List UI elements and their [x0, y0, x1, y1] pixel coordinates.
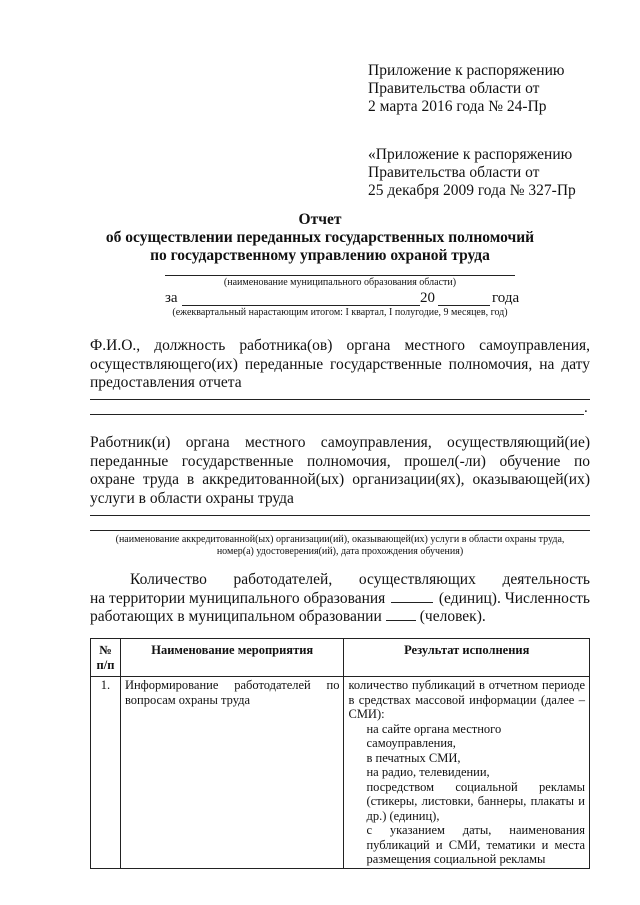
employers-line2: [90, 590, 590, 609]
table-row: [91, 677, 590, 869]
appendix-original: [368, 146, 576, 200]
period-year-blank: [438, 305, 490, 306]
row-num: 1.: [91, 677, 121, 869]
training-blank-line-1: [90, 515, 590, 516]
employers-line3-end: (человек).: [419, 608, 486, 625]
result-line-5: посредством социальной рекламы (стикеры, листовки, баннеры, плакаты и др.) (единиц),: [366, 779, 585, 823]
employee-paragraph: Ф.И.О., должность работника(ов) органа местного самоуправления, осуществляющего(их) переданные государственные полномочия, на дату предоставления отчета: [90, 337, 590, 391]
employee-blank-line-2: [90, 414, 584, 415]
result-line-3: в печатных СМИ,: [366, 750, 461, 765]
header-result: Результат исполнения: [344, 639, 590, 677]
result-line-6: с указанием даты, наименования публикаций и СМИ, тематики и места размещения социальной рекламы: [366, 823, 585, 866]
appendix-current-line2: Правительства области от: [368, 80, 540, 97]
training-caption-line1: (наименование аккредитованной(ых) организации(ий), оказывающей(их) услуги в области охраны труда,: [115, 534, 565, 545]
appendix-current: [368, 62, 564, 116]
employers-line2-end: (единиц). Численность: [438, 589, 590, 607]
report-title-line2: об осуществлении переданных государственных полномочий: [105, 229, 535, 246]
appendix-current-line3: 2 марта 2016 года № 24-Пр: [368, 98, 547, 115]
result-line-4: на радио, телевидении,: [366, 765, 490, 779]
training-blank-line-2: [90, 530, 590, 531]
report-title-line1: Отчет: [298, 211, 342, 228]
appendix-original-line1: «Приложение к распоряжению: [368, 146, 573, 163]
period-year-prefix: 20: [420, 290, 435, 306]
row-result: [344, 677, 590, 869]
table-header-row: [91, 639, 590, 677]
workers-count-blank: [386, 608, 416, 621]
employers-count-blank: [391, 590, 433, 603]
header-event: Наименование мероприятия: [120, 639, 344, 677]
training-paragraph: Работник(и) органа местного самоуправления, осуществляющий(ие) переданные государственные полномочия, прошел(-ли) обучение по охране труда в аккредитованной(ых) организации(ях), оказывающей(их) услуги в области охраны труда: [90, 434, 590, 507]
municipality-caption: (наименование муниципального образования области): [223, 277, 457, 288]
employers-line3-start: работающих в муниципальном образовании: [90, 608, 382, 625]
period-prefix: за: [165, 290, 178, 306]
header-num: № п/п: [91, 639, 121, 677]
period-caption: (ежеквартальный нарастающим итогом: I квартал, I полугодие, 9 месяцев, год): [172, 307, 508, 318]
period-blank-line: [182, 305, 420, 306]
training-caption: [90, 534, 590, 558]
row-event: Информирование работодателей по вопросам охраны труда: [120, 677, 344, 869]
employee-blank-line-1: [90, 399, 590, 400]
employers-line3: [90, 608, 590, 627]
result-line-2: на сайте органа местного самоуправления,: [366, 721, 502, 750]
period-suffix: года: [492, 290, 520, 306]
municipality-blank-line: [165, 275, 515, 276]
training-caption-line2: номер(а) удостоверения(ий), дата прохождения обучения): [216, 546, 464, 557]
employee-line-end: .: [584, 400, 588, 416]
report-title-line3: по государственному управлению охраной труда: [150, 247, 490, 264]
appendix-original-line3: 25 декабря 2009 года № 327-Пр: [368, 182, 576, 199]
report-title: [0, 211, 640, 265]
employers-paragraph: [90, 571, 590, 627]
appendix-current-line1: Приложение к распоряжению: [368, 62, 565, 79]
employers-line1: Количество работодателей, осуществляющих деятельность: [130, 571, 590, 588]
result-line-1: количество публикаций в отчетном периоде в средствах массовой информации (далее – СМИ):: [348, 678, 585, 721]
appendix-original-line2: Правительства области от: [368, 164, 540, 181]
activities-table: [90, 638, 590, 869]
employers-line2-start: на территории муниципального образования: [90, 589, 386, 607]
